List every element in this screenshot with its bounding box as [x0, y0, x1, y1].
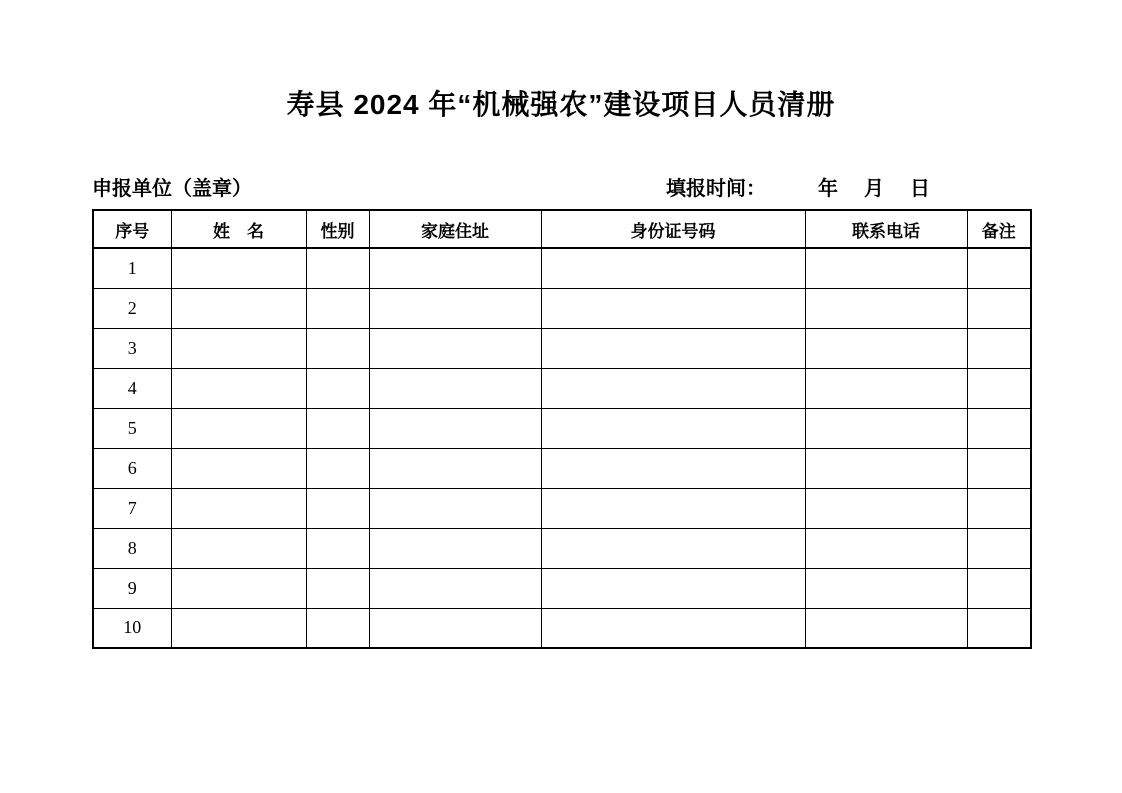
row-number-cell: 3 — [93, 328, 171, 368]
empty-cell — [369, 408, 541, 448]
declaring-unit-label: 申报单位（盖章） — [92, 178, 252, 200]
empty-cell — [369, 368, 541, 408]
table-row — [93, 328, 1031, 368]
table-row — [93, 248, 1031, 288]
header-phone: 联系电话 — [805, 210, 967, 248]
meta-row — [92, 170, 1030, 202]
row-number-cell: 4 — [93, 368, 171, 408]
empty-cell — [541, 248, 805, 288]
empty-cell — [306, 488, 369, 528]
fill-time-label: 填报时间： — [666, 178, 766, 200]
empty-cell — [369, 248, 541, 288]
empty-cell — [171, 608, 306, 648]
empty-cell — [541, 368, 805, 408]
empty-cell — [967, 488, 1031, 528]
empty-cell — [369, 488, 541, 528]
row-number-cell: 10 — [93, 608, 171, 648]
empty-cell — [967, 368, 1031, 408]
table-header-row — [93, 210, 1031, 248]
empty-cell — [171, 328, 306, 368]
empty-cell — [306, 288, 369, 328]
empty-cell — [541, 528, 805, 568]
header-home-address: 家庭住址 — [369, 210, 541, 248]
empty-cell — [967, 568, 1031, 608]
empty-cell — [805, 568, 967, 608]
empty-cell — [805, 328, 967, 368]
row-number-cell: 8 — [93, 528, 171, 568]
table-row — [93, 528, 1031, 568]
empty-cell — [369, 608, 541, 648]
empty-cell — [171, 408, 306, 448]
month-label: 月 — [864, 178, 884, 200]
table-row — [93, 288, 1031, 328]
empty-cell — [306, 568, 369, 608]
empty-cell — [541, 568, 805, 608]
empty-cell — [306, 248, 369, 288]
table-row — [93, 448, 1031, 488]
empty-cell — [171, 448, 306, 488]
table-row — [93, 368, 1031, 408]
header-name: 姓 名 — [171, 210, 306, 248]
header-remarks: 备注 — [967, 210, 1031, 248]
header-id-number: 身份证号码 — [541, 210, 805, 248]
empty-cell — [967, 408, 1031, 448]
fill-time-line — [666, 176, 930, 202]
empty-cell — [306, 328, 369, 368]
empty-cell — [805, 248, 967, 288]
empty-cell — [306, 368, 369, 408]
day-label: 日 — [910, 178, 930, 200]
empty-cell — [541, 408, 805, 448]
empty-cell — [369, 448, 541, 488]
row-number-cell: 2 — [93, 288, 171, 328]
empty-cell — [369, 288, 541, 328]
empty-cell — [967, 448, 1031, 488]
empty-cell — [967, 288, 1031, 328]
empty-cell — [171, 248, 306, 288]
empty-cell — [805, 488, 967, 528]
row-number-cell: 9 — [93, 568, 171, 608]
page-title: 寿县 2024 年“机械强农”建设项目人员清册 — [286, 89, 836, 120]
row-number-cell: 7 — [93, 488, 171, 528]
empty-cell — [306, 608, 369, 648]
empty-cell — [805, 528, 967, 568]
empty-cell — [306, 408, 369, 448]
year-label: 年 — [818, 178, 838, 200]
empty-cell — [541, 328, 805, 368]
header-gender: 性别 — [306, 210, 369, 248]
empty-cell — [171, 288, 306, 328]
personnel-roster-table — [92, 209, 1032, 649]
empty-cell — [805, 288, 967, 328]
empty-cell — [541, 608, 805, 648]
table-row — [93, 408, 1031, 448]
document-content — [92, 170, 1030, 649]
empty-cell — [967, 528, 1031, 568]
empty-cell — [369, 568, 541, 608]
empty-cell — [541, 448, 805, 488]
empty-cell — [171, 528, 306, 568]
empty-cell — [967, 608, 1031, 648]
empty-cell — [369, 528, 541, 568]
empty-cell — [541, 488, 805, 528]
empty-cell — [369, 328, 541, 368]
row-number-cell: 1 — [93, 248, 171, 288]
table-row — [93, 568, 1031, 608]
empty-cell — [805, 408, 967, 448]
empty-cell — [541, 288, 805, 328]
row-number-cell: 6 — [93, 448, 171, 488]
empty-cell — [967, 328, 1031, 368]
empty-cell — [805, 608, 967, 648]
empty-cell — [805, 448, 967, 488]
empty-cell — [171, 368, 306, 408]
header-seq-no: 序号 — [93, 210, 171, 248]
empty-cell — [805, 368, 967, 408]
empty-cell — [967, 248, 1031, 288]
table-row — [93, 608, 1031, 648]
empty-cell — [306, 528, 369, 568]
empty-cell — [171, 488, 306, 528]
empty-cell — [171, 568, 306, 608]
row-number-cell: 5 — [93, 408, 171, 448]
table-row — [93, 488, 1031, 528]
empty-cell — [306, 448, 369, 488]
